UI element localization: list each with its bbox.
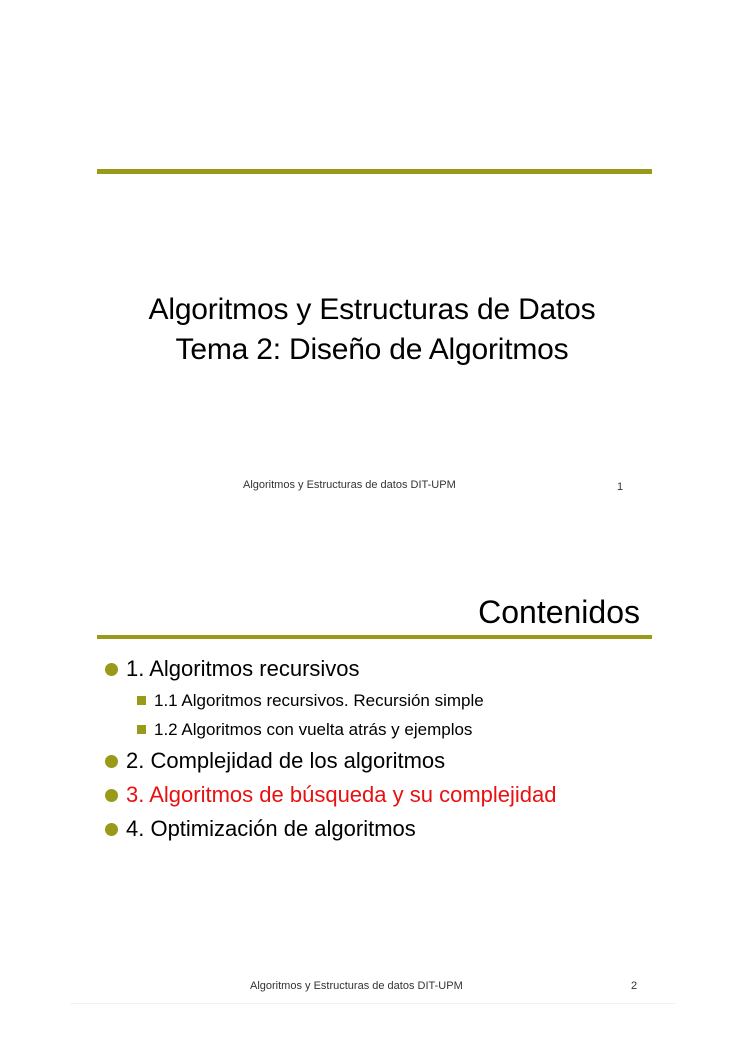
item-label: 2. Complejidad de los algoritmos xyxy=(126,748,446,773)
bullet-dot-icon xyxy=(105,755,118,768)
bullet-square-icon xyxy=(137,725,146,734)
title-line-1: Algoritmos y Estructuras de Datos xyxy=(148,293,596,326)
title-line-2: Tema 2: Diseño de Algoritmos xyxy=(175,333,569,366)
list-item xyxy=(105,812,705,846)
subitem-label: 1.1 Algoritmos recursivos. Recursión simple xyxy=(154,690,484,710)
item-label: 1. Algoritmos recursivos xyxy=(126,656,360,681)
list-item-current xyxy=(105,778,705,812)
footer-text: Algoritmos y Estructuras de datos DIT-UPM xyxy=(250,980,463,992)
page-number: 2 xyxy=(631,980,638,992)
contents-title: Contenidos xyxy=(478,594,640,630)
bullet-dot-icon xyxy=(105,663,118,676)
contents-rule xyxy=(97,635,652,639)
slide-1 xyxy=(0,0,744,526)
slide-title xyxy=(60,290,684,370)
contents-list xyxy=(105,652,705,846)
item-label: 3. Algoritmos de búsqueda y su complejidad xyxy=(126,782,557,807)
list-item xyxy=(105,652,705,686)
list-subitem xyxy=(105,715,705,744)
page-number: 1 xyxy=(617,481,624,493)
title-rule xyxy=(97,169,652,174)
subitem-label: 1.2 Algoritmos con vuelta atrás y ejemplos xyxy=(154,719,473,739)
bullet-dot-icon xyxy=(105,823,118,836)
list-subitem xyxy=(105,686,705,715)
bullet-square-icon xyxy=(137,696,146,705)
list-item xyxy=(105,744,705,778)
slide-bottom-border xyxy=(70,1003,676,1004)
item-label: 4. Optimización de algoritmos xyxy=(126,816,416,841)
footer-text: Algoritmos y Estructuras de datos DIT-UPM xyxy=(243,479,456,491)
slide-2 xyxy=(0,526,744,1053)
bullet-dot-icon xyxy=(105,789,118,802)
